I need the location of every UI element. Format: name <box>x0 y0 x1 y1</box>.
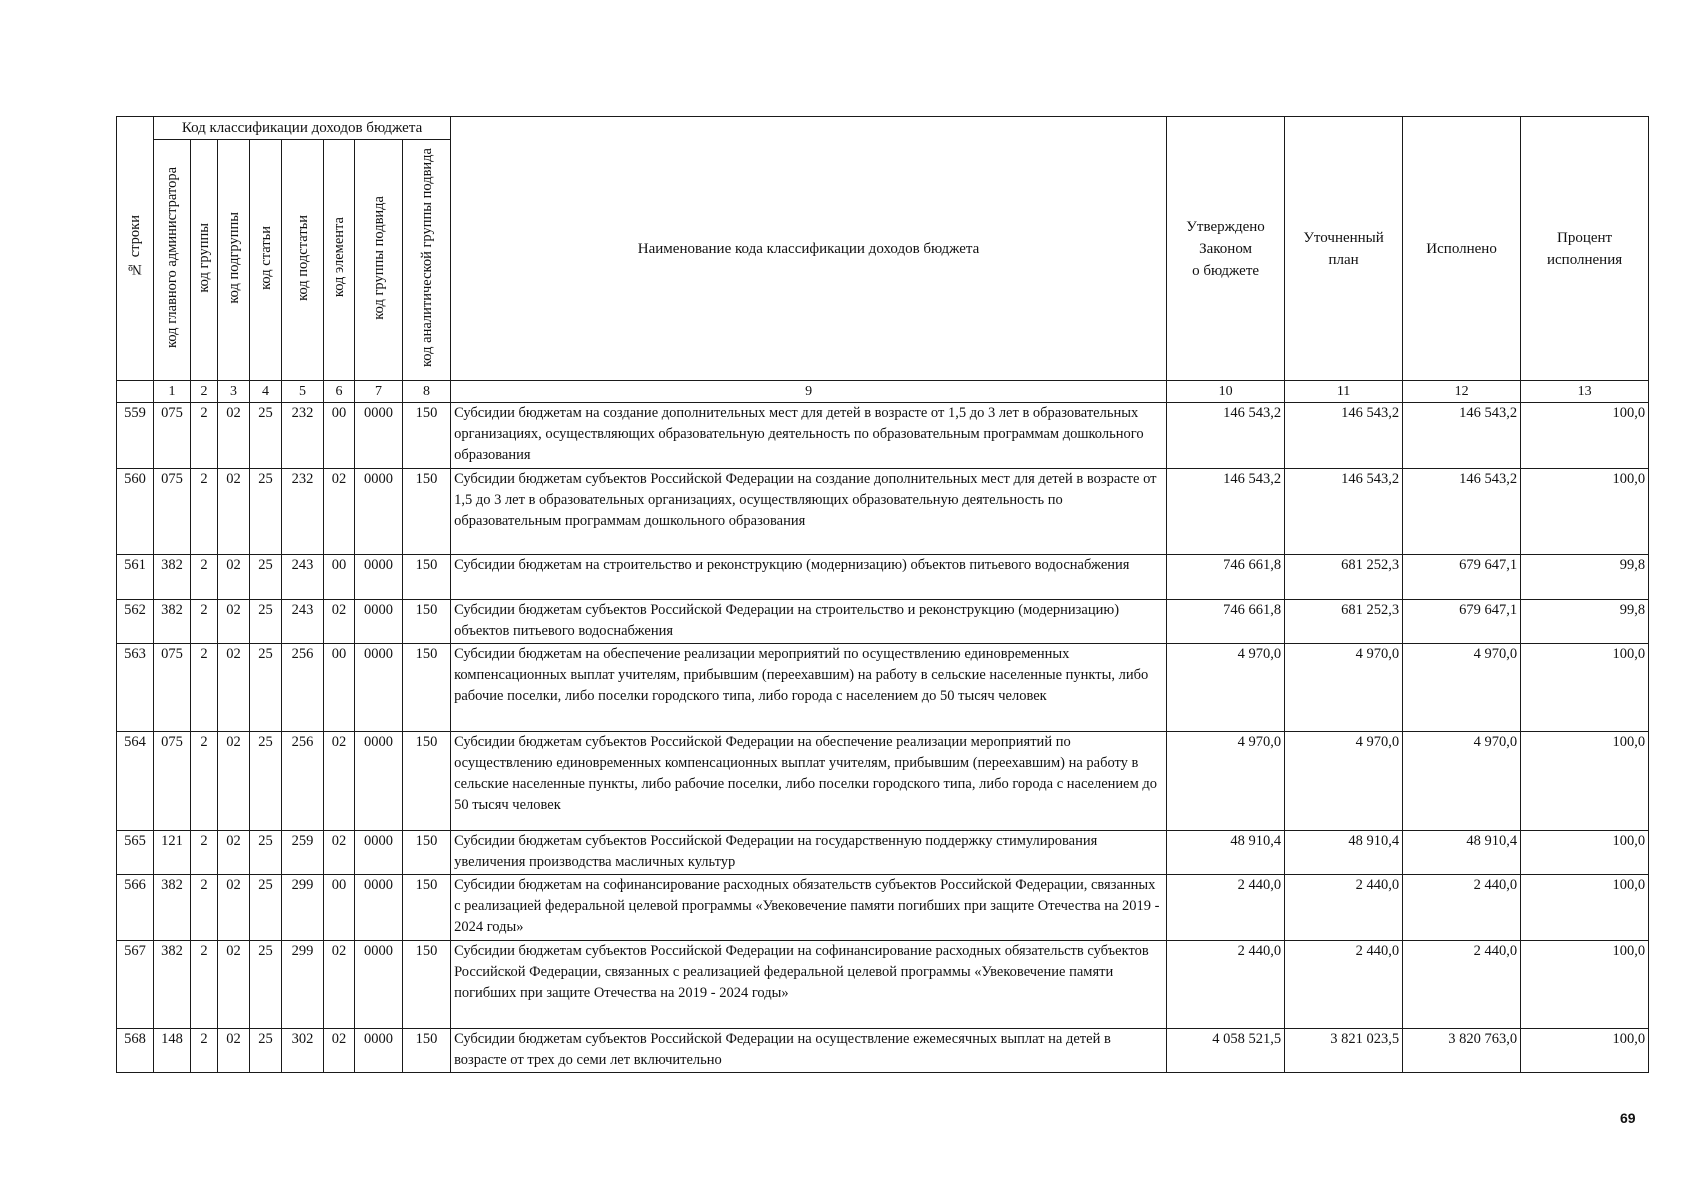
cell-refined: 681 252,3 <box>1285 600 1403 644</box>
cell-analytic: 150 <box>403 469 451 555</box>
cell-approved: 146 543,2 <box>1167 469 1285 555</box>
cell-row-no: 564 <box>117 732 154 831</box>
cell-name: Субсидии бюджетам на создание дополнительных мест для детей в возрасте от 1,5 до 3 лет в образовательных организациях, осуществляющих образовательную деятельность по образовательным программам дошкольного образования <box>451 403 1167 469</box>
cell-executed: 679 647,1 <box>1403 555 1521 600</box>
cell-analytic: 150 <box>403 831 451 875</box>
cell-refined: 2 440,0 <box>1285 941 1403 1029</box>
header-admin-code: код главного администратора <box>154 140 191 381</box>
cell-approved: 746 661,8 <box>1167 600 1285 644</box>
cell-element: 02 <box>324 831 355 875</box>
cell-percent: 100,0 <box>1521 732 1649 831</box>
cell-name: Субсидии бюджетам субъектов Российской Федерации на софинансирование расходных обязательств субъектов Российской Федерации, связанных с реализацией федеральной целевой программы «Увековечение памяти погибших при защите Отечества на 2019 - 2024 годы» <box>451 941 1167 1029</box>
cell-subtype: 0000 <box>355 403 403 469</box>
header-refined: Уточненный план <box>1285 117 1403 381</box>
column-number: 11 <box>1285 381 1403 403</box>
cell-group: 2 <box>191 600 218 644</box>
cell-subgroup: 02 <box>218 875 250 941</box>
cell-subgroup: 02 <box>218 1029 250 1073</box>
cell-analytic: 150 <box>403 555 451 600</box>
cell-article: 25 <box>250 1029 282 1073</box>
cell-analytic: 150 <box>403 644 451 732</box>
cell-percent: 100,0 <box>1521 403 1649 469</box>
cell-percent: 100,0 <box>1521 831 1649 875</box>
cell-admin: 382 <box>154 941 191 1029</box>
cell-admin: 121 <box>154 831 191 875</box>
cell-subgroup: 02 <box>218 732 250 831</box>
cell-subarticle: 302 <box>282 1029 324 1073</box>
header-analytic-group-code: код аналитической группы подвида <box>403 140 451 381</box>
cell-article: 25 <box>250 403 282 469</box>
cell-name: Субсидии бюджетам субъектов Российской Федерации на обеспечение реализации мероприятий по осуществлению единовременных компенсационных выплат учителям, прибывшим (переехавшим) на работу в сельские населенные пункты, либо рабочие поселки, либо поселки городского типа, либо города с населением до 50 тысяч человек <box>451 732 1167 831</box>
cell-article: 25 <box>250 831 282 875</box>
cell-row-no: 567 <box>117 941 154 1029</box>
cell-element: 00 <box>324 403 355 469</box>
column-number: 2 <box>191 381 218 403</box>
cell-name: Субсидии бюджетам на обеспечение реализации мероприятий по осуществлению единовременных компенсационных выплат учителям, прибывшим (переехавшим) на работу в сельские населенные пункты, либо рабочие поселки, либо поселки городского типа, либо города с населением до 50 тысяч человек <box>451 644 1167 732</box>
cell-article: 25 <box>250 555 282 600</box>
column-number: 6 <box>324 381 355 403</box>
header-name: Наименование кода классификации доходов бюджета <box>451 117 1167 381</box>
cell-group: 2 <box>191 941 218 1029</box>
cell-group: 2 <box>191 403 218 469</box>
cell-admin: 382 <box>154 555 191 600</box>
cell-group: 2 <box>191 469 218 555</box>
cell-element: 00 <box>324 875 355 941</box>
column-number: 13 <box>1521 381 1649 403</box>
cell-subarticle: 232 <box>282 469 324 555</box>
table-row <box>117 732 1649 831</box>
cell-subarticle: 299 <box>282 941 324 1029</box>
cell-subtype: 0000 <box>355 941 403 1029</box>
cell-element: 02 <box>324 1029 355 1073</box>
table-row <box>117 831 1649 875</box>
cell-executed: 48 910,4 <box>1403 831 1521 875</box>
column-number: 1 <box>154 381 191 403</box>
cell-subtype: 0000 <box>355 831 403 875</box>
cell-row-no: 566 <box>117 875 154 941</box>
cell-executed: 679 647,1 <box>1403 600 1521 644</box>
cell-row-no: 565 <box>117 831 154 875</box>
cell-row-no: 560 <box>117 469 154 555</box>
cell-percent: 100,0 <box>1521 1029 1649 1073</box>
cell-percent: 99,8 <box>1521 555 1649 600</box>
column-number: 5 <box>282 381 324 403</box>
cell-article: 25 <box>250 732 282 831</box>
header-percent: Процент исполнения <box>1521 117 1649 381</box>
cell-subarticle: 256 <box>282 732 324 831</box>
cell-subtype: 0000 <box>355 469 403 555</box>
cell-subgroup: 02 <box>218 831 250 875</box>
cell-analytic: 150 <box>403 941 451 1029</box>
column-number-row <box>117 381 1649 403</box>
cell-subarticle: 259 <box>282 831 324 875</box>
cell-group: 2 <box>191 1029 218 1073</box>
cell-approved: 4 970,0 <box>1167 644 1285 732</box>
cell-refined: 146 543,2 <box>1285 403 1403 469</box>
cell-executed: 4 970,0 <box>1403 644 1521 732</box>
header-group-code: код группы <box>191 140 218 381</box>
cell-row-no: 562 <box>117 600 154 644</box>
cell-executed: 146 543,2 <box>1403 469 1521 555</box>
cell-name: Субсидии бюджетам на строительство и реконструкцию (модернизацию) объектов питьевого водоснабжения <box>451 555 1167 600</box>
table-row <box>117 1029 1649 1073</box>
page-number: 69 <box>1620 1110 1636 1126</box>
cell-name: Субсидии бюджетам на софинансирование расходных обязательств субъектов Российской Федерации, связанных с реализацией федеральной целевой программы «Увековечение памяти погибших при защите Отечества на 2019 - 2024 годы» <box>451 875 1167 941</box>
cell-analytic: 150 <box>403 732 451 831</box>
table-row <box>117 555 1649 600</box>
cell-element: 02 <box>324 469 355 555</box>
cell-group: 2 <box>191 831 218 875</box>
cell-article: 25 <box>250 469 282 555</box>
cell-approved: 48 910,4 <box>1167 831 1285 875</box>
cell-percent: 100,0 <box>1521 941 1649 1029</box>
cell-approved: 2 440,0 <box>1167 941 1285 1029</box>
column-number: 10 <box>1167 381 1285 403</box>
cell-subarticle: 256 <box>282 644 324 732</box>
table-row <box>117 403 1649 469</box>
cell-analytic: 150 <box>403 875 451 941</box>
cell-subgroup: 02 <box>218 469 250 555</box>
cell-element: 00 <box>324 644 355 732</box>
cell-element: 02 <box>324 941 355 1029</box>
cell-subtype: 0000 <box>355 875 403 941</box>
cell-group: 2 <box>191 875 218 941</box>
cell-group: 2 <box>191 555 218 600</box>
header-classification-group: Код классификации доходов бюджета <box>154 117 451 140</box>
cell-refined: 146 543,2 <box>1285 469 1403 555</box>
cell-subgroup: 02 <box>218 600 250 644</box>
column-number: 9 <box>451 381 1167 403</box>
cell-admin: 075 <box>154 469 191 555</box>
cell-refined: 3 821 023,5 <box>1285 1029 1403 1073</box>
cell-percent: 100,0 <box>1521 644 1649 732</box>
cell-subgroup: 02 <box>218 555 250 600</box>
header-row-no: № строки <box>117 117 154 381</box>
cell-approved: 146 543,2 <box>1167 403 1285 469</box>
cell-executed: 4 970,0 <box>1403 732 1521 831</box>
cell-percent: 99,8 <box>1521 600 1649 644</box>
cell-element: 00 <box>324 555 355 600</box>
cell-subtype: 0000 <box>355 1029 403 1073</box>
cell-analytic: 150 <box>403 403 451 469</box>
cell-admin: 075 <box>154 644 191 732</box>
cell-admin: 382 <box>154 600 191 644</box>
table-row <box>117 644 1649 732</box>
cell-group: 2 <box>191 644 218 732</box>
header-article-code: код статьи <box>250 140 282 381</box>
cell-article: 25 <box>250 875 282 941</box>
cell-subgroup: 02 <box>218 403 250 469</box>
revenue-table <box>116 116 1649 1073</box>
cell-approved: 4 058 521,5 <box>1167 1029 1285 1073</box>
cell-executed: 2 440,0 <box>1403 875 1521 941</box>
table-row <box>117 875 1649 941</box>
column-number: 4 <box>250 381 282 403</box>
cell-subarticle: 299 <box>282 875 324 941</box>
cell-row-no: 563 <box>117 644 154 732</box>
cell-admin: 075 <box>154 732 191 831</box>
cell-subtype: 0000 <box>355 555 403 600</box>
cell-approved: 2 440,0 <box>1167 875 1285 941</box>
cell-article: 25 <box>250 644 282 732</box>
cell-executed: 2 440,0 <box>1403 941 1521 1029</box>
cell-element: 02 <box>324 732 355 831</box>
cell-executed: 3 820 763,0 <box>1403 1029 1521 1073</box>
cell-row-no: 559 <box>117 403 154 469</box>
cell-executed: 146 543,2 <box>1403 403 1521 469</box>
cell-analytic: 150 <box>403 600 451 644</box>
cell-subarticle: 232 <box>282 403 324 469</box>
cell-subtype: 0000 <box>355 732 403 831</box>
cell-percent: 100,0 <box>1521 469 1649 555</box>
cell-name: Субсидии бюджетам субъектов Российской Федерации на государственную поддержку стимулирования увеличения производства масличных культур <box>451 831 1167 875</box>
cell-refined: 4 970,0 <box>1285 644 1403 732</box>
cell-refined: 681 252,3 <box>1285 555 1403 600</box>
cell-subgroup: 02 <box>218 941 250 1029</box>
cell-admin: 382 <box>154 875 191 941</box>
cell-approved: 4 970,0 <box>1167 732 1285 831</box>
cell-name: Субсидии бюджетам субъектов Российской Федерации на строительство и реконструкцию (модернизацию) объектов питьевого водоснабжения <box>451 600 1167 644</box>
cell-row-no: 568 <box>117 1029 154 1073</box>
table-row <box>117 600 1649 644</box>
column-number: 3 <box>218 381 250 403</box>
cell-admin: 148 <box>154 1029 191 1073</box>
cell-subtype: 0000 <box>355 644 403 732</box>
header-subtype-group-code: код группы подвида <box>355 140 403 381</box>
cell-article: 25 <box>250 600 282 644</box>
header-subarticle-code: код подстатьи <box>282 140 324 381</box>
table-row <box>117 469 1649 555</box>
header-element-code: код элемента <box>324 140 355 381</box>
cell-approved: 746 661,8 <box>1167 555 1285 600</box>
column-number: 8 <box>403 381 451 403</box>
column-number: 7 <box>355 381 403 403</box>
cell-analytic: 150 <box>403 1029 451 1073</box>
cell-subtype: 0000 <box>355 600 403 644</box>
cell-admin: 075 <box>154 403 191 469</box>
cell-name: Субсидии бюджетам субъектов Российской Федерации на осуществление ежемесячных выплат на детей в возрасте от трех до семи лет включительно <box>451 1029 1167 1073</box>
cell-name: Субсидии бюджетам субъектов Российской Федерации на создание дополнительных мест для детей в возрасте от 1,5 до 3 лет в образовательных организациях, осуществляющих образовательную деятельность по образовательным программам дошкольного образования <box>451 469 1167 555</box>
column-number: 12 <box>1403 381 1521 403</box>
cell-percent: 100,0 <box>1521 875 1649 941</box>
cell-article: 25 <box>250 941 282 1029</box>
cell-group: 2 <box>191 732 218 831</box>
cell-refined: 4 970,0 <box>1285 732 1403 831</box>
header-executed: Исполнено <box>1403 117 1521 381</box>
header-subgroup-code: код подгруппы <box>218 140 250 381</box>
cell-row-no: 561 <box>117 555 154 600</box>
table-row <box>117 941 1649 1029</box>
cell-element: 02 <box>324 600 355 644</box>
cell-refined: 48 910,4 <box>1285 831 1403 875</box>
header-approved: Утверждено Законом о бюджете <box>1167 117 1285 381</box>
cell-subgroup: 02 <box>218 644 250 732</box>
cell-refined: 2 440,0 <box>1285 875 1403 941</box>
cell-subarticle: 243 <box>282 555 324 600</box>
cell-subarticle: 243 <box>282 600 324 644</box>
column-number-empty <box>117 381 154 403</box>
